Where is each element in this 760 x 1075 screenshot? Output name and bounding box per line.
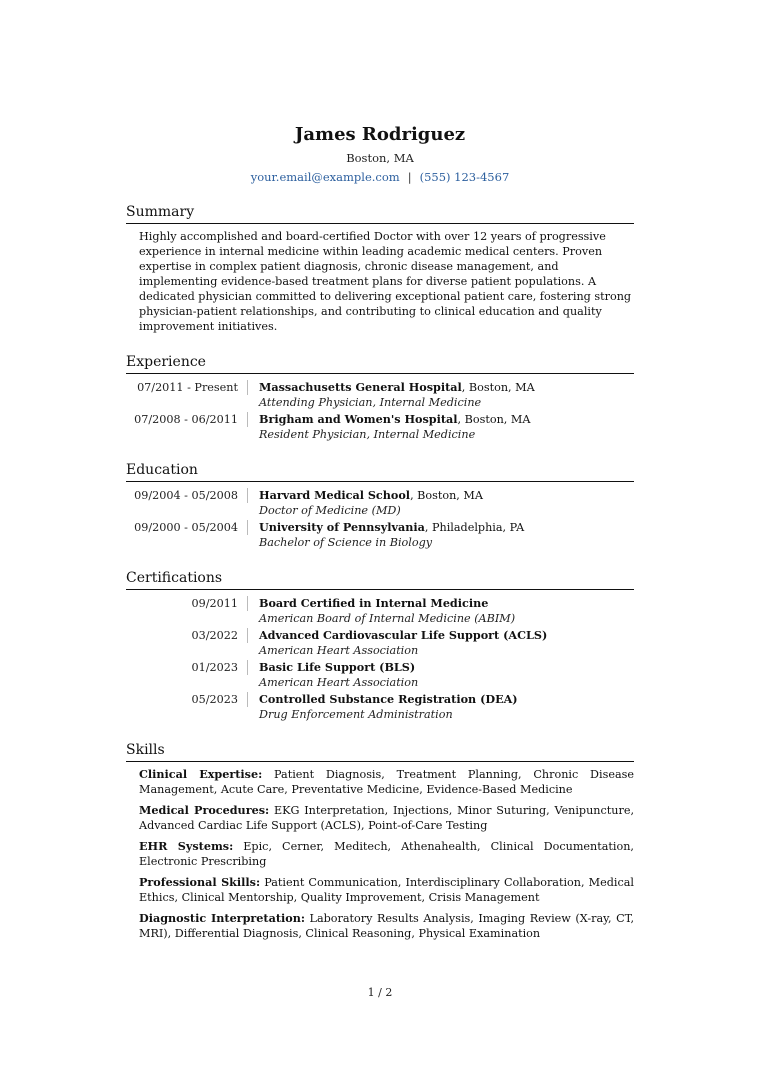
candidate-location: Boston, MA [346,151,414,165]
entry-location: , Philadelphia, PA [424,521,525,534]
certifications-section [126,570,634,722]
certification-entry [126,596,634,626]
email-link[interactable]: your.email@example.com [250,170,400,184]
entry-date: 01/2023 [126,660,248,675]
education-section [126,462,634,550]
entry-issuer: American Board of Internal Medicine (ABIM) [259,612,516,625]
entry-date: 07/2011 - Present [126,380,248,395]
experience-entry [126,412,634,442]
entry-cert: Basic Life Support (BLS) [259,660,416,674]
skill-item [139,839,634,869]
entry-org: Massachusetts General Hospital [259,380,462,394]
entry-location: , Boston, MA [461,381,535,394]
entry-cert: Advanced Cardiovascular Life Support (ACLS) [259,628,548,642]
education-heading: Education [126,462,634,482]
education-entry [126,488,634,518]
entry-org: University of Pennsylvania [259,520,425,534]
skill-item [139,767,634,797]
summary-section [126,204,634,334]
experience-section [126,354,634,442]
entry-date: 09/2011 [126,596,248,611]
summary-text: Highly accomplished and board-certified Doctor with over 12 years of progressive experience in internal medicine within leading academic medical centers. Proven expertise in complex patient diagnosis, chronic disease management, and implementing evidence-based treatment plans for diverse patient populations. A dedicated physician committed to delivering exceptional patient care, fostering strong physician-patient relationships, and contributing to clinical education and quality improvement initiatives. [139,230,632,333]
certification-entry [126,628,634,658]
certifications-heading: Certifications [126,570,634,590]
entry-issuer: Drug Enforcement Administration [259,708,453,721]
entry-cert: Board Certified in Internal Medicine [259,596,489,610]
entry-issuer: American Heart Association [259,644,419,657]
entry-location: , Boston, MA [410,489,483,502]
entry-issuer: American Heart Association [259,676,419,689]
skill-item [139,803,634,833]
skill-label: Diagnostic Interpretation: [139,911,305,925]
entry-degree: Bachelor of Science in Biology [259,536,433,549]
candidate-name: James Rodriguez [294,124,466,145]
entry-date: 09/2004 - 05/2008 [126,488,248,503]
skill-item [139,875,634,905]
phone-link[interactable]: (555) 123-4567 [419,170,510,184]
page-number: 1 / 2 [367,986,393,999]
summary-heading: Summary [126,204,634,224]
contact-line [126,170,634,184]
entry-org: Brigham and Women's Hospital [259,412,458,426]
entry-location: , Boston, MA [457,413,531,426]
skill-text: Laboratory Results Analysis, Imaging Review (X-ray, CT, MRI), Differential Diagnosis, Clinical Reasoning, Physical Examination [139,912,635,940]
experience-heading: Experience [126,354,634,374]
skill-text: Patient Communication, Interdisciplinary Collaboration, Medical Ethics, Clinical Mentorship, Quality Improvement, Crisis Management [139,876,634,904]
entry-date: 03/2022 [126,628,248,643]
skill-text: Patient Diagnosis, Treatment Planning, Chronic Disease Management, Acute Care, Preventative Medicine, Evidence-Based Medicine [139,768,634,796]
entry-date: 05/2023 [126,692,248,707]
skill-label: Clinical Expertise: [139,767,263,781]
entry-org: Harvard Medical School [259,488,411,502]
skills-section [126,742,634,941]
experience-entry [126,380,634,410]
entry-date: 07/2008 - 06/2011 [126,412,248,427]
skills-heading: Skills [126,742,634,762]
skill-label: Medical Procedures: [139,803,270,817]
education-entry [126,520,634,550]
skill-item [139,911,634,941]
resume-page [126,124,634,941]
skill-text: EKG Interpretation, Injections, Minor Suturing, Venipuncture, Advanced Cardiac Life Support (ACLS), Point-of-Care Testing [139,804,634,832]
skill-text: Epic, Cerner, Meditech, Athenahealth, Clinical Documentation, Electronic Prescribing [139,840,634,868]
skill-label: EHR Systems: [139,839,234,853]
certification-entry [126,692,634,722]
entry-role: Resident Physician, Internal Medicine [259,428,476,441]
certification-entry [126,660,634,690]
entry-cert: Controlled Substance Registration (DEA) [259,692,518,706]
entry-role: Attending Physician, Internal Medicine [259,396,482,409]
contact-separator: | [407,170,412,184]
skill-label: Professional Skills: [139,875,261,889]
entry-degree: Doctor of Medicine (MD) [259,504,401,517]
entry-date: 09/2000 - 05/2004 [126,520,248,535]
